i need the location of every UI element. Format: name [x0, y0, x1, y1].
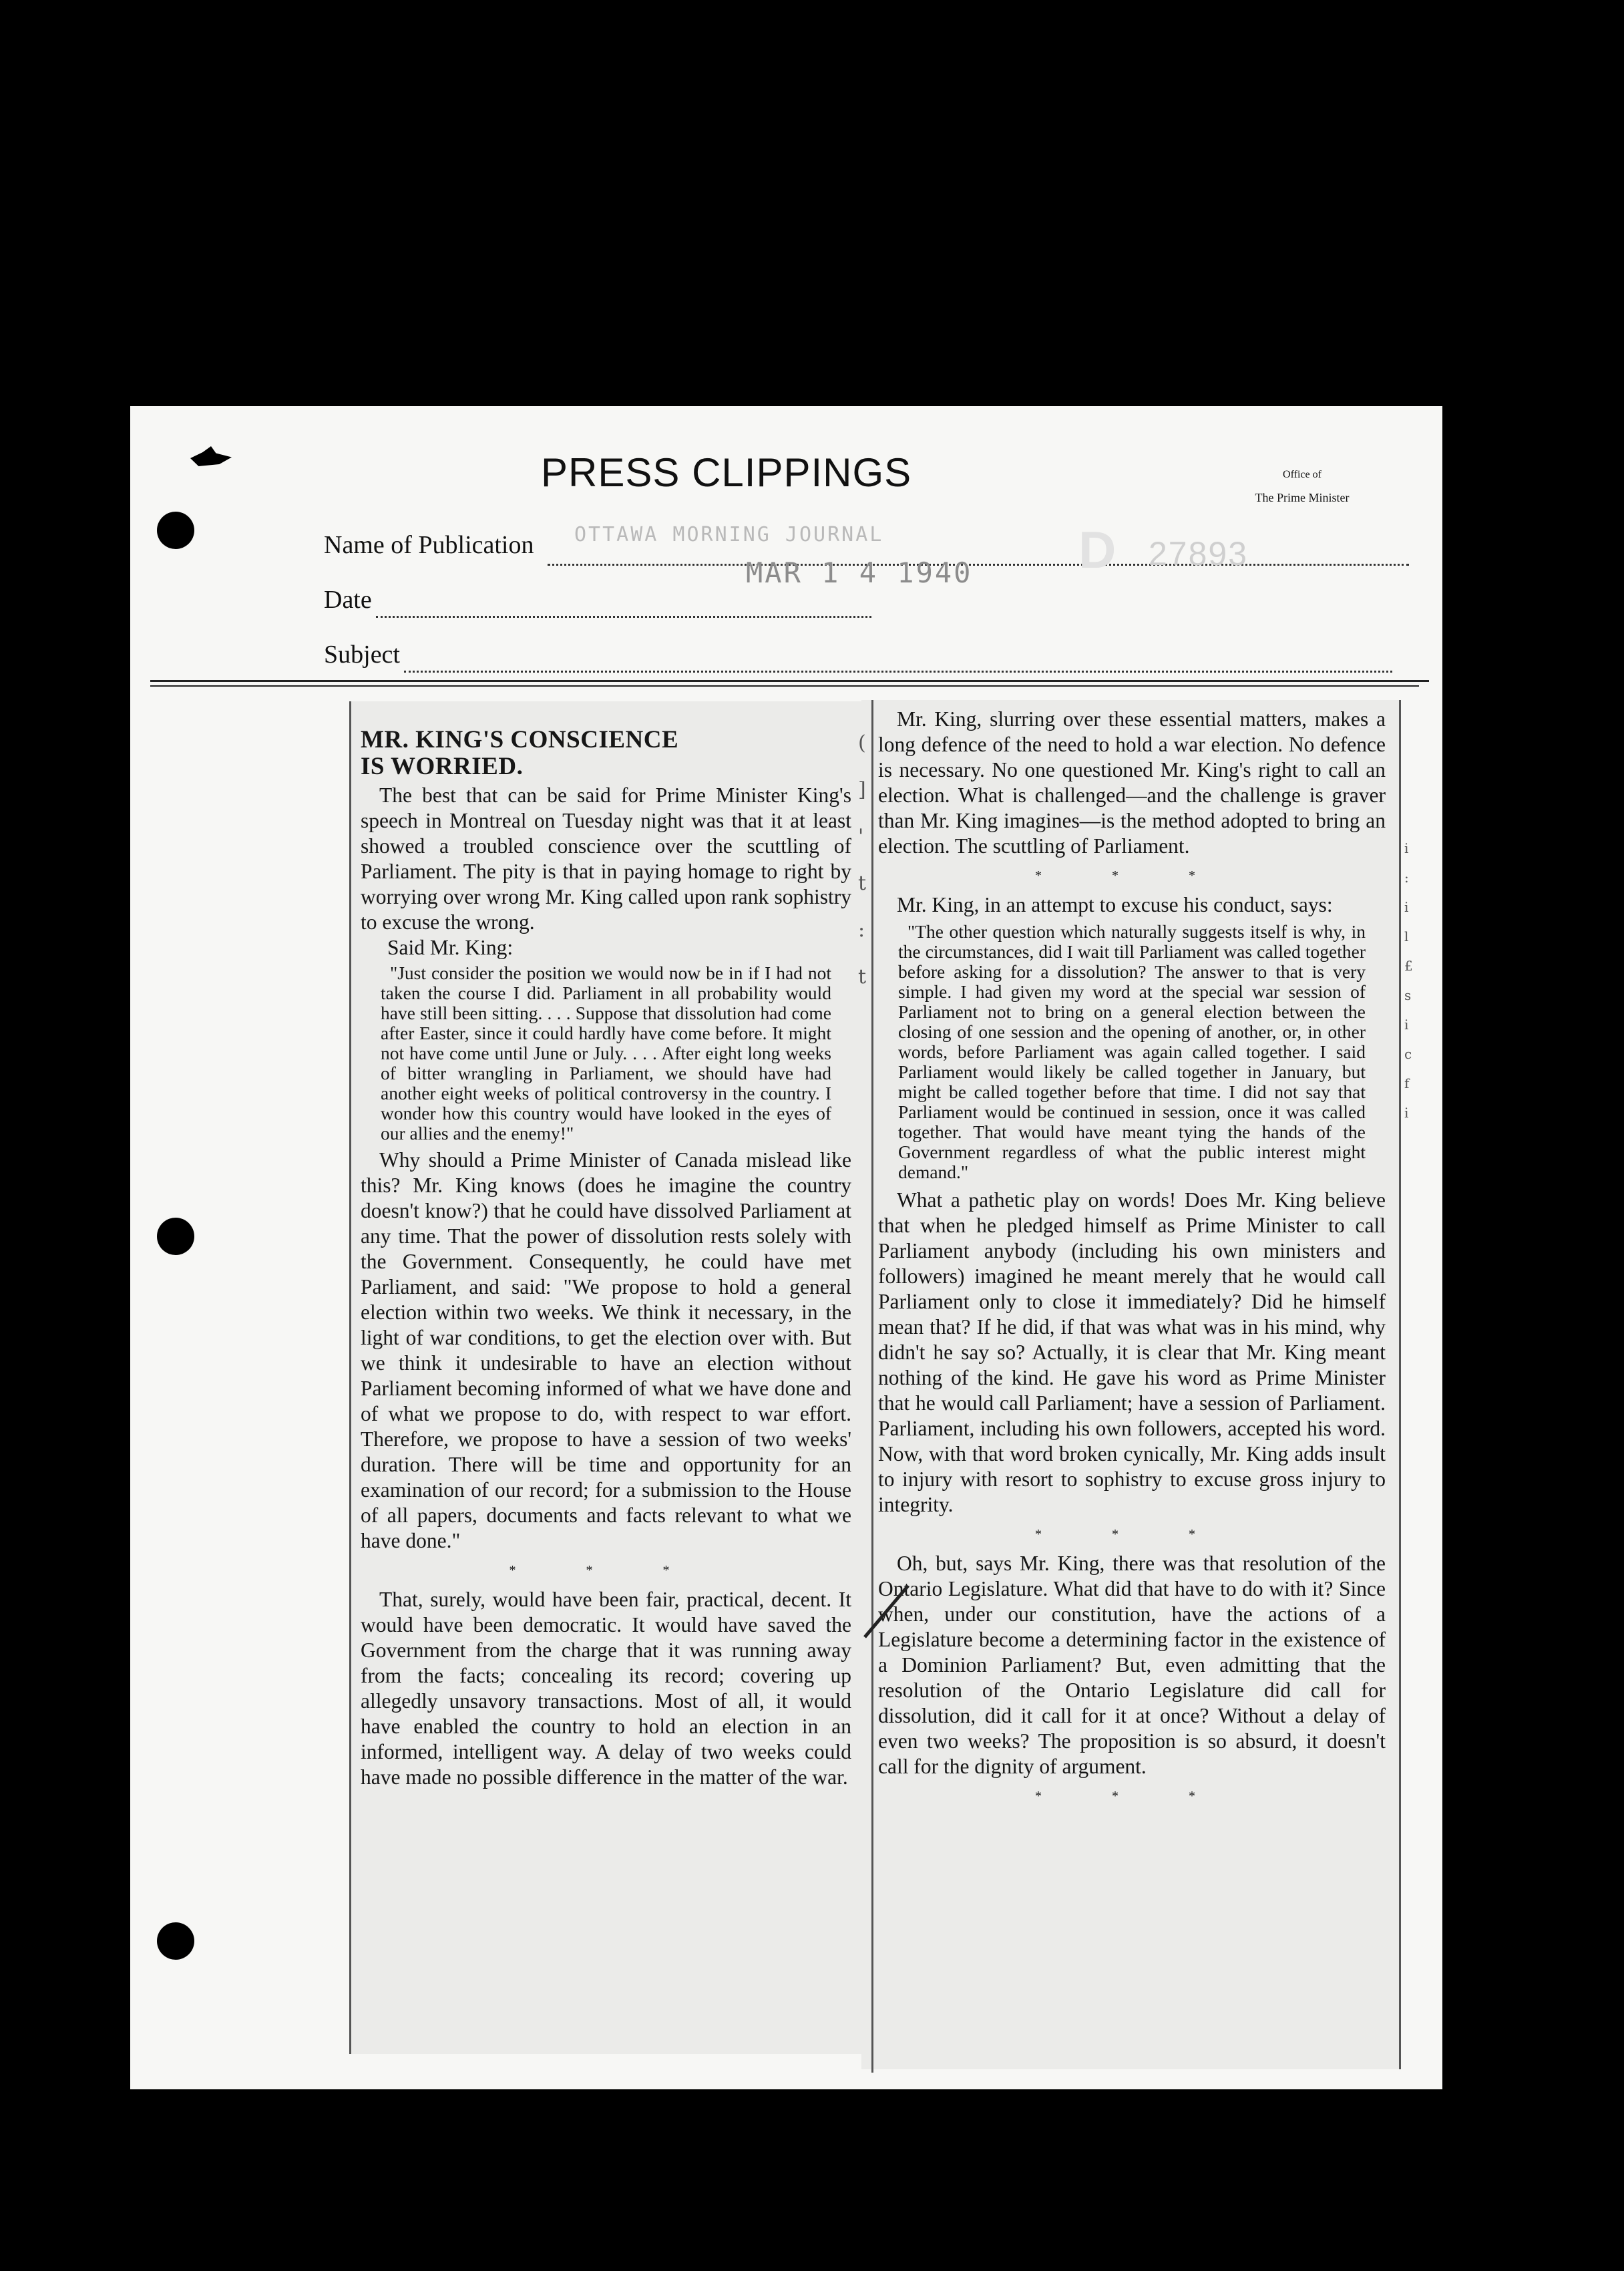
- office-line-2: The Prime Minister: [1255, 491, 1350, 504]
- quotation: "The other question which naturally suggests itself is why, in the circumstances, did I wait till Parliament was called together before asking for a dissolution? The answer to that is very simple. I had given my word at the special war session of Parliament not to bring on a general election between the closing of one session and the opening of another, or, in other words, before Parliament was again called together. I said Parliament would likely be called together in January, but might be called together before that time. I did not say that Parliament would be continued in session, once it was called together. That would have meant tying the hands of the Government regardless of what the public interest might demand.": [898, 921, 1366, 1182]
- binder-hole: [157, 1922, 194, 1960]
- paragraph: What a pathetic play on words! Does Mr. King believe that when he pledged himself as Prime Minister to call Parliament anybody (including his own ministers and followers) imagined he meant merely that he would call Parliament only to close it immediately? Did he himself mean that? If he did, if that was what was in his mind, why didn't he say so? Actually, it is clear that Mr. King meant nothing of the kind. He gave his word as Prime Minister that he would call Parliament; have a session of Parliament. Parliament, including his own followers, accepted his word. Now, with that word broken cynically, Mr. King adds insult to injury with resort to sophistry to excuse gross injury to integrity.: [878, 1188, 1386, 1516]
- adjacent-column-fragment: ( ] ' t : t: [858, 731, 867, 989]
- pencil-mark: [861, 1580, 915, 1640]
- file-stamp-number: 27893: [1149, 535, 1249, 572]
- paragraph: Mr. King, in an attempt to excuse his conduct, says:: [897, 893, 1333, 916]
- section-separator: * * *: [509, 1563, 703, 1578]
- article-right-column: [878, 707, 1386, 1813]
- page-title: PRESS CLIPPINGS: [541, 450, 912, 495]
- paragraph: That, surely, would have been fair, practical, decent. It would have been democratic. It would have saved the Government from the charge that it was running away from the facts; concealing its record; covering up allegedly unsavory transactions. Most of all, it would have enabled the country to hold an election in an informed, intelligent way. A delay of two weeks could have made no possible difference in the matter of the war.: [361, 1588, 851, 1789]
- quotation: "Just consider the position we would now be in if I had not taken the course I did. Parliament in all probability would have still been sitting. . . . Suppose that dissolution had come after Easter, since it could hardly have come before. It might not have come until June or July. . . . After eight long weeks of bitter wrangling in Parliament, we should have had another eight weeks of political controversy in the country. I wonder how this country would have looked in the eyes of our allies and the enemy!": [381, 963, 831, 1144]
- section-separator: * * *: [1035, 1527, 1229, 1542]
- clipping-seam: [871, 700, 873, 2073]
- paragraph: Mr. King, slurring over these essential matters, makes a long defence of the need to hold a war election. No defence is necessary. No one questioned Mr. King's right to call an election. What is challenged—and the challenge is graver than Mr. King imagines—is the method adopted to bring an election. The scuttling of Parliament.: [878, 707, 1386, 858]
- press-clipping-sheet: [130, 406, 1442, 2089]
- section-separator: * * *: [1035, 1789, 1229, 1803]
- header-rule: [150, 680, 1429, 682]
- binder-hole: [157, 1218, 194, 1255]
- torn-corner: [190, 446, 232, 466]
- date-stamp: MAR 1 4 1940: [746, 556, 973, 589]
- publication-stamp: OTTAWA MORNING JOURNAL: [574, 523, 884, 546]
- header-rule: [150, 685, 1419, 687]
- paragraph: Why should a Prime Minister of Canada mislead like this? Mr. King knows (does he imagine the country doesn't know?) that he could have dissolved Parliament at any time. That the power of dissolution rests solely with the Government. Consequently, he could have met Parliament, and said: "We propose to hold a general election within two weeks. We think it necessary, in the light of war conditions, to get the election over with. But we think it undesirable to have an election without Parliament becoming informed of what we have done and of what we propose to do, with respect to war effort. Therefore, we propose to have a session of two weeks' duration. There will be time and opportunity for an examination of our record; for a submission to the House of all papers, documents and facts relevant to what we have done.": [361, 1148, 851, 1552]
- publication-label: Name of Publication: [324, 531, 534, 559]
- date-line: [376, 616, 871, 618]
- article-left-column: [361, 727, 851, 1790]
- section-separator: * * *: [1035, 868, 1229, 883]
- file-stamp-letter: D: [1078, 520, 1116, 579]
- adjacent-column-fragment: i : i l £ s i c f i: [1404, 840, 1413, 1121]
- paragraph: The best that can be said for Prime Minister King's speech in Montreal on Tuesday night was that it at least showed a troubled conscience over the scuttling of Parliament. The pity is that in paying homage to right by worrying over wrong Mr. King called upon rank sophistry to excuse the wrong.: [361, 783, 851, 934]
- publication-line: [548, 564, 1409, 566]
- office-line-1: Office of: [1283, 469, 1322, 480]
- headline-line-1: MR. KING'S CONSCIENCE: [361, 726, 679, 753]
- subject-line: [404, 671, 1392, 673]
- subject-label: Subject: [324, 641, 400, 669]
- headline-line-2: IS WORRIED.: [361, 753, 524, 780]
- paragraph: Oh, but, says Mr. King, there was that resolution of the Ontario Legislature. What did that have to do with it? Since when, under our constitution, have the actions of a Legislature become a determining factor in the existence of a Dominion Parliament? But, even admitting that the resolution of the Ontario Legislature did call for dissolution, did it call for it at once? Without a delay of even two weeks? The proposition is so absurd, it doesn't call for the dignity of argument.: [878, 1552, 1386, 1778]
- date-label: Date: [324, 586, 372, 614]
- office-of-prime-minister: [1235, 464, 1369, 509]
- paragraph: Said Mr. King:: [387, 936, 514, 959]
- binder-hole: [157, 512, 194, 549]
